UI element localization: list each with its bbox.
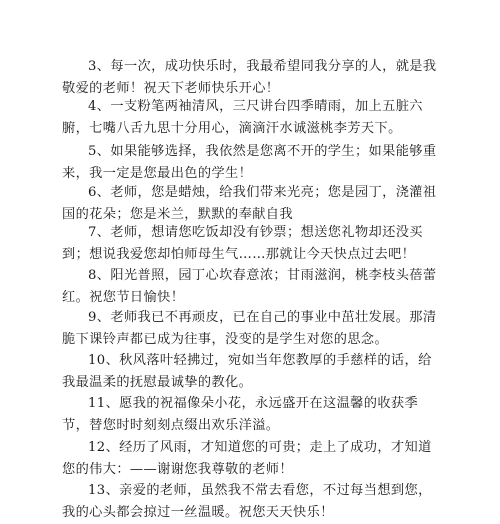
paragraph-12: 12、经历了风雨，才知道您的可贵；走上了成功，才知道您的伟大：——谢谢您我尊敬的老师！ <box>62 440 432 477</box>
paragraph-7: 7、老师，想请您吃饭却没有钞票；想送您礼物却还没买到；想说我爱您却怕师母生气……那就让今天快点过去吧！ <box>62 225 423 262</box>
paragraph-11: 11、愿我的祝福像朵小花，永远盛开在这温馨的收获季节，替您时时刻刻点缀出欢乐洋溢。 <box>62 396 419 433</box>
paragraph-6: 6、老师，您是蜡烛，给我们带来光亮；您是园丁，浇灌祖国的花朵；您是米兰，默默的奉献自我 <box>62 185 437 222</box>
paragraph-10: 10、秋风落叶轻拂过，宛如当年您教厚的手慈样的话，给我最温柔的抚慰最诚挚的教化。 <box>62 353 432 390</box>
paragraph-8: 8、阳光普照，园丁心坎春意浓；甘雨滋润，桃李枝头蓓蕾红。祝您节日愉快！ <box>62 268 437 305</box>
paragraph-4: 4、一支粉笔两袖清风，三尺讲台四季晴雨，加上五脏六腑，七嘴八舌九思十分用心，滴滴汗水诚滋桃李芳天下。 <box>62 99 423 136</box>
paragraph-9: 9、老师我已不再顽皮，已在自己的事业中茁壮发展。那清脆下课铃声都已成为往事，没变的是学生对您的思念。 <box>62 310 437 347</box>
paragraph-3: 3、每一次，成功快乐时，我最希望同我分享的人，就是我敬爱的老师！祝天下老师快乐开心！ <box>62 59 437 96</box>
paragraph-13: 13、亲爱的老师，虽然我不常去看您，不过每当想到您，我的心头都会掠过一丝温暖。祝您天天快乐！ <box>62 483 432 520</box>
paragraph-5: 5、如果能够选择，我依然是您离不开的学生；如果能够重来，我一定是您最出色的学生！ <box>62 144 437 181</box>
